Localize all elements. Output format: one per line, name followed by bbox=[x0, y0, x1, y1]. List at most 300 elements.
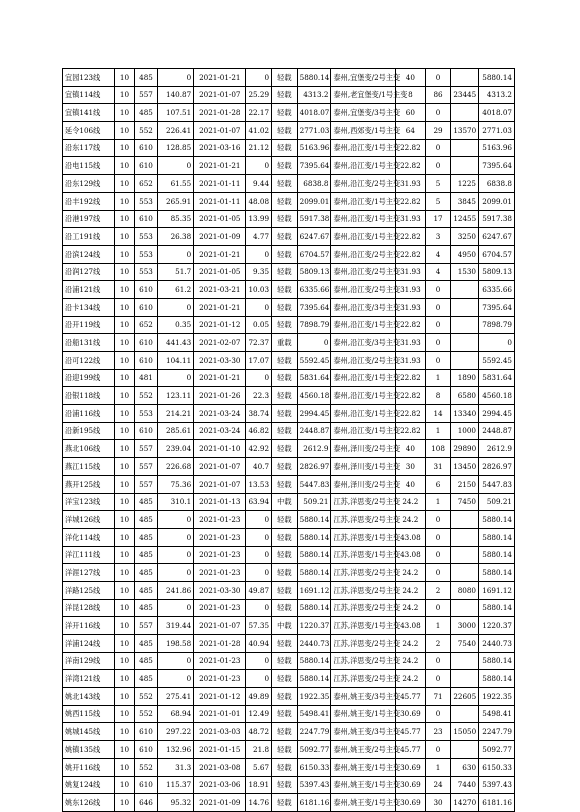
cell-load-rate: 9.35 bbox=[246, 263, 272, 281]
cell-voltage: 10 bbox=[115, 352, 134, 370]
cell-rated-current: 485 bbox=[134, 652, 158, 670]
cell-line-name: 沿东117线 bbox=[63, 139, 115, 157]
cell-remaining-capacity: 5880.14 bbox=[479, 528, 515, 546]
table-row bbox=[63, 440, 515, 458]
cell-load-status: 轻载 bbox=[272, 352, 298, 370]
cell-capacity: 14270 bbox=[451, 794, 479, 812]
cell-rated-current: 485 bbox=[134, 670, 158, 688]
cell-transformer-load-rate: 60 bbox=[396, 104, 426, 122]
cell-capacity bbox=[451, 69, 479, 87]
cell-substation-transformer: 江苏,洋思变/2号主变 bbox=[331, 493, 396, 511]
cell-transformer-load-rate: 22.82 bbox=[396, 245, 426, 263]
cell-rated-current: 485 bbox=[134, 546, 158, 564]
cell-substation-transformer: 泰州,沿江变/1号主变 bbox=[331, 192, 396, 210]
cell-max-current: 95.32 bbox=[158, 794, 194, 812]
cell-load-status: 轻载 bbox=[272, 794, 298, 812]
cell-line-name: 洋宝123线 bbox=[63, 493, 115, 511]
cell-load-status: 轻载 bbox=[272, 405, 298, 423]
cell-load-rate: 38.74 bbox=[246, 405, 272, 423]
table-row bbox=[63, 139, 515, 157]
cell-load-status: 轻载 bbox=[272, 440, 298, 458]
cell-line-name: 洋浦124线 bbox=[63, 635, 115, 653]
cell-line-name: 沿可122线 bbox=[63, 352, 115, 370]
cell-remaining-capacity: 6181.16 bbox=[479, 794, 515, 812]
cell-user-count: 1 bbox=[425, 493, 451, 511]
cell-user-count: 0 bbox=[425, 652, 451, 670]
cell-substation-transformer: 泰州,姚王变/1号主变 bbox=[331, 776, 396, 794]
cell-rated-current: 553 bbox=[134, 405, 158, 423]
cell-max-date: 2021-03-30 bbox=[194, 352, 246, 370]
cell-voltage: 10 bbox=[115, 192, 134, 210]
cell-transformer-load-rate: 24.2 bbox=[396, 652, 426, 670]
cell-substation-transformer: 江苏,洋思变/2号主变 bbox=[331, 670, 396, 688]
cell-max-current: 297.22 bbox=[158, 723, 194, 741]
table-row bbox=[63, 458, 515, 476]
cell-available-capacity: 5880.14 bbox=[297, 511, 331, 529]
cell-max-date: 2021-01-21 bbox=[194, 157, 246, 175]
table-row bbox=[63, 210, 515, 228]
table-row bbox=[63, 599, 515, 617]
cell-max-current: 140.87 bbox=[158, 86, 194, 104]
cell-max-date: 2021-01-26 bbox=[194, 387, 246, 405]
cell-load-status: 轻载 bbox=[272, 157, 298, 175]
cell-max-date: 2021-01-23 bbox=[194, 528, 246, 546]
cell-available-capacity: 6150.33 bbox=[297, 758, 331, 776]
cell-user-count: 1 bbox=[425, 758, 451, 776]
cell-load-rate: 0 bbox=[246, 599, 272, 617]
cell-load-rate: 10.03 bbox=[246, 281, 272, 299]
cell-load-rate: 22.17 bbox=[246, 104, 272, 122]
cell-max-date: 2021-01-23 bbox=[194, 599, 246, 617]
cell-line-name: 燕开125线 bbox=[63, 475, 115, 493]
table-row bbox=[63, 723, 515, 741]
cell-max-current: 132.96 bbox=[158, 741, 194, 759]
cell-max-date: 2021-01-23 bbox=[194, 564, 246, 582]
cell-max-current: 319.44 bbox=[158, 617, 194, 635]
cell-remaining-capacity: 5092.77 bbox=[479, 741, 515, 759]
cell-voltage: 10 bbox=[115, 263, 134, 281]
cell-user-count: 0 bbox=[425, 352, 451, 370]
cell-rated-current: 485 bbox=[134, 599, 158, 617]
cell-max-current: 61.2 bbox=[158, 281, 194, 299]
cell-max-current: 0 bbox=[158, 652, 194, 670]
cell-capacity: 15050 bbox=[451, 723, 479, 741]
cell-max-date: 2021-01-15 bbox=[194, 741, 246, 759]
cell-rated-current: 553 bbox=[134, 228, 158, 246]
cell-user-count: 0 bbox=[425, 69, 451, 87]
cell-available-capacity: 6181.16 bbox=[297, 794, 331, 812]
cell-voltage: 10 bbox=[115, 599, 134, 617]
cell-voltage: 10 bbox=[115, 475, 134, 493]
cell-load-status: 轻载 bbox=[272, 546, 298, 564]
cell-voltage: 10 bbox=[115, 210, 134, 228]
table-row bbox=[63, 475, 515, 493]
cell-rated-current: 610 bbox=[134, 422, 158, 440]
cell-max-current: 198.58 bbox=[158, 635, 194, 653]
cell-available-capacity: 2448.87 bbox=[297, 422, 331, 440]
cell-load-rate: 72.37 bbox=[246, 334, 272, 352]
cell-line-name: 宜镇114线 bbox=[63, 86, 115, 104]
cell-rated-current: 552 bbox=[134, 122, 158, 140]
cell-voltage: 10 bbox=[115, 670, 134, 688]
cell-line-name: 燕北106线 bbox=[63, 440, 115, 458]
cell-transformer-load-rate: 24.2 bbox=[396, 581, 426, 599]
cell-line-name: 沿船131线 bbox=[63, 334, 115, 352]
cell-line-name: 姚城145线 bbox=[63, 723, 115, 741]
cell-load-rate: 0 bbox=[246, 157, 272, 175]
cell-user-count: 4 bbox=[425, 245, 451, 263]
table-row bbox=[63, 652, 515, 670]
cell-available-capacity: 6247.67 bbox=[297, 228, 331, 246]
cell-remaining-capacity: 2826.97 bbox=[479, 458, 515, 476]
cell-substation-transformer: 泰州,沿江变/1号主变 bbox=[331, 387, 396, 405]
cell-capacity bbox=[451, 599, 479, 617]
cell-available-capacity: 2612.9 bbox=[297, 440, 331, 458]
cell-voltage: 10 bbox=[115, 528, 134, 546]
cell-available-capacity: 2099.01 bbox=[297, 192, 331, 210]
cell-substation-transformer: 泰州,姚王变/3号主变 bbox=[331, 688, 396, 706]
cell-remaining-capacity: 5831.64 bbox=[479, 369, 515, 387]
cell-max-current: 68.94 bbox=[158, 705, 194, 723]
cell-load-status: 轻载 bbox=[272, 245, 298, 263]
cell-substation-transformer: 泰州,泽川变/2号主变 bbox=[331, 440, 396, 458]
cell-voltage: 10 bbox=[115, 776, 134, 794]
table-row bbox=[63, 175, 515, 193]
cell-remaining-capacity: 5592.45 bbox=[479, 352, 515, 370]
cell-voltage: 10 bbox=[115, 405, 134, 423]
cell-load-rate: 0 bbox=[246, 511, 272, 529]
cell-load-status: 轻载 bbox=[272, 298, 298, 316]
cell-transformer-load-rate: 30.69 bbox=[396, 776, 426, 794]
cell-voltage: 10 bbox=[115, 422, 134, 440]
cell-user-count: 0 bbox=[425, 670, 451, 688]
table-row bbox=[63, 86, 515, 104]
cell-load-rate: 18.91 bbox=[246, 776, 272, 794]
cell-voltage: 10 bbox=[115, 705, 134, 723]
cell-available-capacity: 7395.64 bbox=[297, 157, 331, 175]
cell-voltage: 10 bbox=[115, 281, 134, 299]
cell-available-capacity: 509.21 bbox=[297, 493, 331, 511]
cell-rated-current: 552 bbox=[134, 758, 158, 776]
cell-transformer-load-rate: 22.82 bbox=[396, 228, 426, 246]
cell-max-date: 2021-01-23 bbox=[194, 670, 246, 688]
cell-rated-current: 552 bbox=[134, 387, 158, 405]
cell-max-current: 214.21 bbox=[158, 405, 194, 423]
cell-line-name: 洋湾121线 bbox=[63, 670, 115, 688]
cell-capacity bbox=[451, 670, 479, 688]
cell-load-status: 轻载 bbox=[272, 581, 298, 599]
table-row bbox=[63, 69, 515, 87]
table-row bbox=[63, 794, 515, 812]
cell-max-current: 0.35 bbox=[158, 316, 194, 334]
cell-line-name: 沿港197线 bbox=[63, 210, 115, 228]
cell-remaining-capacity: 5917.38 bbox=[479, 210, 515, 228]
cell-user-count: 0 bbox=[425, 104, 451, 122]
cell-line-name: 沿新195线 bbox=[63, 422, 115, 440]
cell-load-rate: 0.05 bbox=[246, 316, 272, 334]
cell-capacity: 7440 bbox=[451, 776, 479, 794]
cell-voltage: 10 bbox=[115, 316, 134, 334]
cell-transformer-load-rate: 31.93 bbox=[396, 298, 426, 316]
cell-remaining-capacity: 5809.13 bbox=[479, 263, 515, 281]
table-row bbox=[63, 581, 515, 599]
cell-capacity: 3000 bbox=[451, 617, 479, 635]
cell-line-name: 姚东126线 bbox=[63, 794, 115, 812]
cell-rated-current: 646 bbox=[134, 794, 158, 812]
cell-remaining-capacity: 2612.9 bbox=[479, 440, 515, 458]
cell-max-date: 2021-03-21 bbox=[194, 281, 246, 299]
cell-remaining-capacity: 5880.14 bbox=[479, 69, 515, 87]
cell-remaining-capacity: 1220.37 bbox=[479, 617, 515, 635]
cell-remaining-capacity: 0 bbox=[479, 334, 515, 352]
cell-max-date: 2021-01-05 bbox=[194, 210, 246, 228]
cell-voltage: 10 bbox=[115, 139, 134, 157]
table-row bbox=[63, 334, 515, 352]
cell-transformer-load-rate: 40 bbox=[396, 69, 426, 87]
cell-max-current: 285.61 bbox=[158, 422, 194, 440]
table-row bbox=[63, 688, 515, 706]
cell-capacity: 7540 bbox=[451, 635, 479, 653]
cell-load-status: 轻载 bbox=[272, 688, 298, 706]
cell-available-capacity: 4313.2 bbox=[297, 86, 331, 104]
cell-transformer-load-rate: 40 bbox=[396, 475, 426, 493]
cell-substation-transformer: 泰州,泽川变/2号主变 bbox=[331, 475, 396, 493]
cell-load-status: 轻载 bbox=[272, 652, 298, 670]
cell-transformer-load-rate: 31.93 bbox=[396, 175, 426, 193]
cell-user-count: 0 bbox=[425, 281, 451, 299]
cell-max-current: 115.37 bbox=[158, 776, 194, 794]
cell-load-status: 轻载 bbox=[272, 705, 298, 723]
cell-available-capacity: 6704.57 bbox=[297, 245, 331, 263]
cell-substation-transformer: 泰州,泽川变/1号主变 bbox=[331, 458, 396, 476]
table-row bbox=[63, 635, 515, 653]
cell-rated-current: 610 bbox=[134, 334, 158, 352]
table-row bbox=[63, 422, 515, 440]
cell-remaining-capacity: 5880.14 bbox=[479, 652, 515, 670]
cell-substation-transformer: 泰州,沿江变/2号主变 bbox=[331, 175, 396, 193]
cell-max-date: 2021-03-24 bbox=[194, 422, 246, 440]
cell-transformer-load-rate: 24.2 bbox=[396, 635, 426, 653]
cell-max-date: 2021-01-28 bbox=[194, 104, 246, 122]
cell-transformer-load-rate: 22.82 bbox=[396, 422, 426, 440]
cell-capacity: 13340 bbox=[451, 405, 479, 423]
cell-load-status: 轻载 bbox=[272, 192, 298, 210]
cell-rated-current: 557 bbox=[134, 458, 158, 476]
cell-load-rate: 48.08 bbox=[246, 192, 272, 210]
cell-voltage: 10 bbox=[115, 617, 134, 635]
cell-substation-transformer: 泰州,沿江变/3号主变 bbox=[331, 334, 396, 352]
cell-line-name: 姚镇135线 bbox=[63, 741, 115, 759]
table-row bbox=[63, 263, 515, 281]
cell-voltage: 10 bbox=[115, 440, 134, 458]
cell-substation-transformer: 江苏,洋思变/2号主变 bbox=[331, 564, 396, 582]
cell-remaining-capacity: 5447.83 bbox=[479, 475, 515, 493]
cell-voltage: 10 bbox=[115, 758, 134, 776]
cell-voltage: 10 bbox=[115, 581, 134, 599]
cell-user-count: 0 bbox=[425, 316, 451, 334]
cell-line-name: 洋城126线 bbox=[63, 511, 115, 529]
cell-rated-current: 485 bbox=[134, 564, 158, 582]
cell-available-capacity: 2994.45 bbox=[297, 405, 331, 423]
cell-remaining-capacity: 2440.73 bbox=[479, 635, 515, 653]
cell-rated-current: 485 bbox=[134, 581, 158, 599]
cell-substation-transformer: 泰州,姚王变/2号主变 bbox=[331, 741, 396, 759]
cell-load-status: 轻载 bbox=[272, 228, 298, 246]
cell-substation-transformer: 江苏,洋思变/2号主变 bbox=[331, 511, 396, 529]
cell-transformer-load-rate: 22.82 bbox=[396, 387, 426, 405]
cell-available-capacity: 5880.14 bbox=[297, 528, 331, 546]
cell-load-rate: 21.8 bbox=[246, 741, 272, 759]
cell-load-status: 轻载 bbox=[272, 635, 298, 653]
cell-available-capacity: 2247.79 bbox=[297, 723, 331, 741]
cell-load-status: 轻载 bbox=[272, 387, 298, 405]
cell-load-rate: 40.94 bbox=[246, 635, 272, 653]
cell-max-current: 26.38 bbox=[158, 228, 194, 246]
cell-user-count: 29 bbox=[425, 122, 451, 140]
cell-substation-transformer: 江苏,洋思变/1号主变 bbox=[331, 546, 396, 564]
cell-user-count: 2 bbox=[425, 581, 451, 599]
cell-available-capacity: 2771.03 bbox=[297, 122, 331, 140]
cell-substation-transformer: 泰州,姚王变/3号主变 bbox=[331, 723, 396, 741]
cell-substation-transformer: 泰州,西郊变/1号主变 bbox=[331, 122, 396, 140]
cell-capacity bbox=[451, 334, 479, 352]
cell-transformer-load-rate: 22.82 bbox=[396, 192, 426, 210]
cell-user-count: 86 bbox=[425, 86, 451, 104]
table-row bbox=[63, 511, 515, 529]
cell-rated-current: 610 bbox=[134, 210, 158, 228]
cell-max-current: 241.86 bbox=[158, 581, 194, 599]
cell-capacity: 1225 bbox=[451, 175, 479, 193]
cell-load-rate: 13.99 bbox=[246, 210, 272, 228]
cell-voltage: 10 bbox=[115, 493, 134, 511]
cell-line-name: 沿银118线 bbox=[63, 387, 115, 405]
cell-max-date: 2021-01-21 bbox=[194, 369, 246, 387]
cell-user-count: 1 bbox=[425, 617, 451, 635]
cell-rated-current: 557 bbox=[134, 86, 158, 104]
cell-capacity bbox=[451, 511, 479, 529]
cell-max-date: 2021-01-10 bbox=[194, 440, 246, 458]
cell-substation-transformer: 泰州,沿江变/2号主变 bbox=[331, 281, 396, 299]
cell-rated-current: 553 bbox=[134, 245, 158, 263]
cell-voltage: 10 bbox=[115, 104, 134, 122]
cell-transformer-load-rate: 22.82 bbox=[396, 157, 426, 175]
cell-user-count: 0 bbox=[425, 298, 451, 316]
cell-remaining-capacity: 2771.03 bbox=[479, 122, 515, 140]
cell-load-status: 轻载 bbox=[272, 723, 298, 741]
cell-user-count: 2 bbox=[425, 635, 451, 653]
cell-substation-transformer: 江苏,洋思变/2号主变 bbox=[331, 599, 396, 617]
cell-user-count: 8 bbox=[425, 387, 451, 405]
cell-voltage: 10 bbox=[115, 334, 134, 352]
cell-remaining-capacity: 7395.64 bbox=[479, 298, 515, 316]
cell-voltage: 10 bbox=[115, 546, 134, 564]
cell-max-current: 0 bbox=[158, 157, 194, 175]
cell-substation-transformer: 泰州,沿江变/1号主变 bbox=[331, 157, 396, 175]
cell-transformer-load-rate: 22.82 bbox=[396, 139, 426, 157]
cell-load-rate: 40.7 bbox=[246, 458, 272, 476]
cell-user-count: 0 bbox=[425, 511, 451, 529]
cell-transformer-load-rate: 24.2 bbox=[396, 670, 426, 688]
cell-line-name: 沿浦116线 bbox=[63, 405, 115, 423]
cell-transformer-load-rate: 30.69 bbox=[396, 794, 426, 812]
cell-rated-current: 652 bbox=[134, 316, 158, 334]
cell-line-name: 沿润127线 bbox=[63, 263, 115, 281]
cell-user-count: 23 bbox=[425, 723, 451, 741]
cell-available-capacity: 5917.38 bbox=[297, 210, 331, 228]
cell-line-name: 姚复124线 bbox=[63, 776, 115, 794]
cell-remaining-capacity: 2448.87 bbox=[479, 422, 515, 440]
cell-max-date: 2021-01-01 bbox=[194, 705, 246, 723]
cell-user-count: 0 bbox=[425, 528, 451, 546]
cell-substation-transformer: 泰州,老宜堡变/1号主变 bbox=[331, 86, 396, 104]
cell-substation-transformer: 泰州,沿江变/1号主变 bbox=[331, 316, 396, 334]
cell-max-date: 2021-01-07 bbox=[194, 475, 246, 493]
cell-line-name: 沿浦121线 bbox=[63, 281, 115, 299]
cell-transformer-load-rate: 45.77 bbox=[396, 688, 426, 706]
cell-available-capacity: 1220.37 bbox=[297, 617, 331, 635]
cell-capacity bbox=[451, 104, 479, 122]
cell-load-status: 轻载 bbox=[272, 422, 298, 440]
cell-remaining-capacity: 4018.07 bbox=[479, 104, 515, 122]
cell-max-date: 2021-01-09 bbox=[194, 794, 246, 812]
cell-max-current: 107.51 bbox=[158, 104, 194, 122]
cell-voltage: 10 bbox=[115, 86, 134, 104]
cell-max-date: 2021-01-12 bbox=[194, 688, 246, 706]
cell-max-current: 441.43 bbox=[158, 334, 194, 352]
cell-max-date: 2021-03-30 bbox=[194, 581, 246, 599]
cell-transformer-load-rate: 22.82 bbox=[396, 369, 426, 387]
table-row bbox=[63, 369, 515, 387]
cell-capacity: 1000 bbox=[451, 422, 479, 440]
cell-load-rate: 49.89 bbox=[246, 688, 272, 706]
cell-available-capacity: 5880.14 bbox=[297, 599, 331, 617]
cell-line-name: 洋涯127线 bbox=[63, 564, 115, 582]
cell-max-date: 2021-01-21 bbox=[194, 298, 246, 316]
cell-available-capacity: 6838.8 bbox=[297, 175, 331, 193]
cell-remaining-capacity: 5880.14 bbox=[479, 564, 515, 582]
cell-max-date: 2021-01-23 bbox=[194, 546, 246, 564]
cell-max-date: 2021-02-07 bbox=[194, 334, 246, 352]
cell-load-status: 轻载 bbox=[272, 776, 298, 794]
cell-transformer-load-rate: 30.69 bbox=[396, 705, 426, 723]
cell-user-count: 108 bbox=[425, 440, 451, 458]
cell-load-status: 中载 bbox=[272, 493, 298, 511]
cell-load-rate: 0 bbox=[246, 298, 272, 316]
cell-substation-transformer: 泰州,沿江变/1号主变 bbox=[331, 369, 396, 387]
cell-transformer-load-rate: 8 bbox=[396, 86, 426, 104]
cell-max-current: 0 bbox=[158, 298, 194, 316]
cell-substation-transformer: 泰州,姚王变/1号主变 bbox=[331, 794, 396, 812]
cell-max-current: 226.41 bbox=[158, 122, 194, 140]
cell-transformer-load-rate: 43.08 bbox=[396, 546, 426, 564]
cell-transformer-load-rate: 22.82 bbox=[396, 316, 426, 334]
cell-substation-transformer: 江苏,洋思变/2号主变 bbox=[331, 635, 396, 653]
cell-max-date: 2021-03-06 bbox=[194, 776, 246, 794]
cell-capacity: 4950 bbox=[451, 245, 479, 263]
cell-max-current: 104.11 bbox=[158, 352, 194, 370]
cell-user-count: 0 bbox=[425, 157, 451, 175]
cell-line-name: 洋路125线 bbox=[63, 581, 115, 599]
table-row bbox=[63, 387, 515, 405]
cell-capacity: 1890 bbox=[451, 369, 479, 387]
cell-max-date: 2021-01-11 bbox=[194, 175, 246, 193]
table-row bbox=[63, 316, 515, 334]
cell-transformer-load-rate: 24.2 bbox=[396, 493, 426, 511]
cell-voltage: 10 bbox=[115, 228, 134, 246]
cell-rated-current: 610 bbox=[134, 723, 158, 741]
cell-load-rate: 21.12 bbox=[246, 139, 272, 157]
cell-line-name: 姚开116线 bbox=[63, 758, 115, 776]
